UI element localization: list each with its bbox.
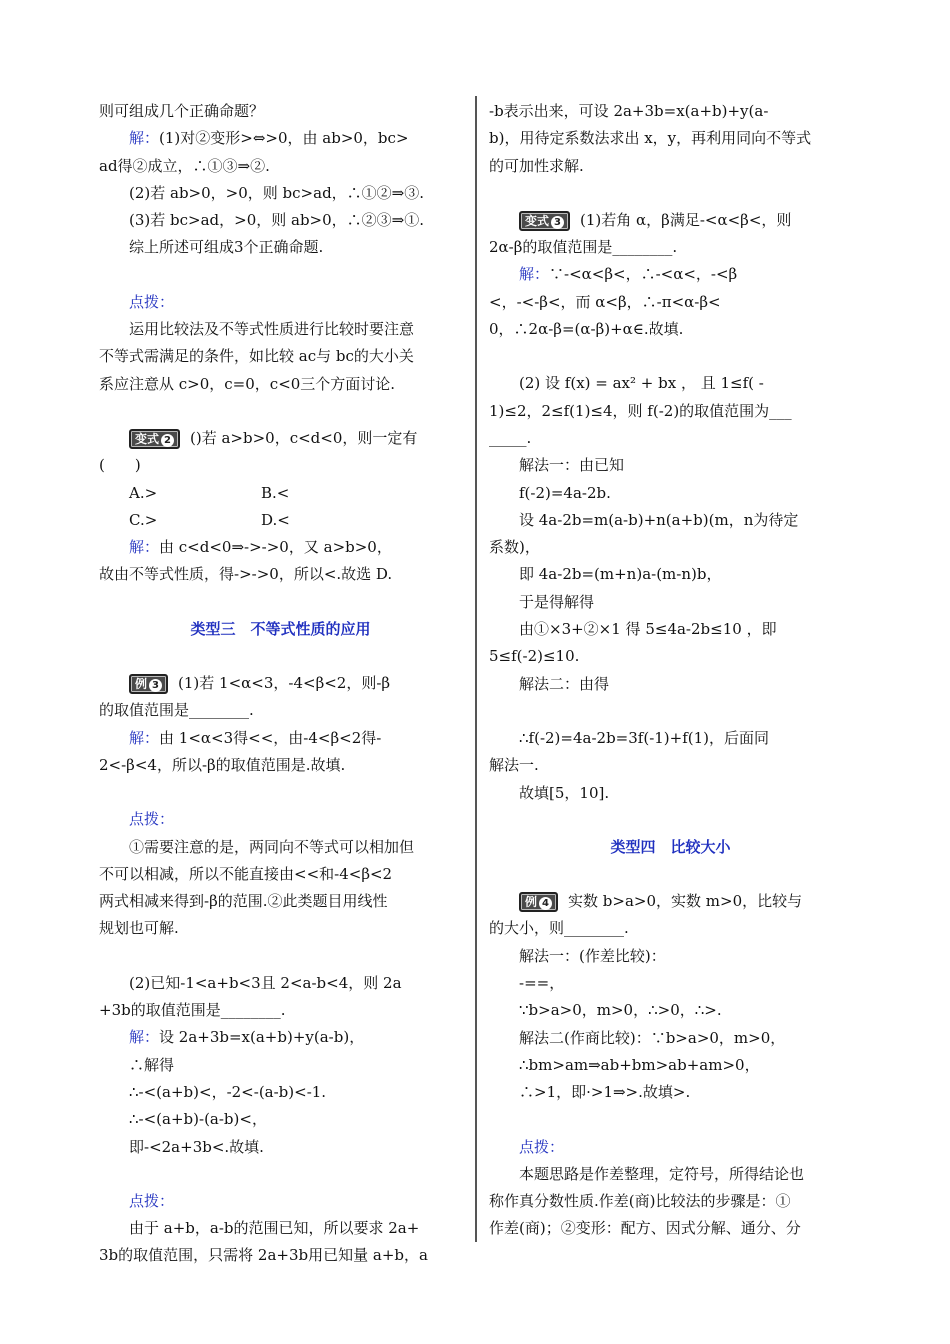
text-line: 称作真分数性质.作差(商)比较法的步骤是：① — [489, 1192, 791, 1211]
text-line: -b表示出来，可设 2a+3b=x(a+b)+y(a- — [489, 102, 769, 120]
text-line: 由①×3+②×1 得 5≤4a-2b≤10 ，即 — [519, 620, 777, 639]
text-line: 的取值范围是________. — [99, 701, 254, 720]
text-span: 实数 b>a>0，实数 m>0，比较与 — [568, 892, 803, 911]
solution-line — [99, 125, 462, 152]
text-span: (1)若 1<α<3，-4<β<2，则-β — [178, 674, 391, 693]
text-line: 5≤f(-2)≤10. — [489, 647, 580, 666]
text-line: 综上所述可组成3个正确命题. — [129, 238, 324, 257]
text-line: 设 4a-2b=m(a-b)+n(a+b)(m，n为待定 — [519, 510, 799, 529]
text-line: 3b的取值范围，只需将 2a+3b用已知量 a+b，a — [99, 1246, 428, 1265]
solution-line — [99, 534, 462, 561]
badge-number: 2 — [161, 434, 174, 447]
text-line: ∴f(-2)=4a-2b=3f(-1)+f(1)，后面同 — [519, 728, 770, 747]
note-title: 点拨： — [129, 810, 175, 829]
text-line: -==， — [519, 974, 565, 993]
note-title: 点拨： — [519, 1137, 565, 1156]
right-column — [489, 98, 852, 1243]
text-span: (1)若角 α，β满足-<α<β<，则 — [580, 210, 792, 229]
text-line: (2)若 ab>0，>0，则 bc>ad，∴①②⇒③. — [129, 183, 425, 202]
text-line: (2)已知-1<a+b<3且 2<a-b<4，则 2a — [129, 973, 402, 992]
option-b: B.< — [261, 483, 290, 502]
badge-label: 例 — [135, 677, 148, 692]
text-line: 系应注意从 c>0，c=0，c<0三个方面讨论. — [99, 374, 396, 393]
example-badge — [129, 674, 168, 694]
text-line: 由于 a+b，a-b的范围已知，所以要求 2a+ — [129, 1219, 420, 1238]
solution-label: 解： — [519, 265, 550, 284]
text-line: ∴bm>am⇒ab+bm>ab+am>0， — [519, 1055, 760, 1074]
text-line: 2<-β<4，所以-β的取值范围是.故填. — [99, 755, 346, 774]
text-line: ①需要注意的是，两同向不等式可以相加但 — [129, 837, 415, 856]
badge-number: 3 — [149, 679, 162, 692]
text-line: <，-<-β<，而 α<β，∴-π<α-β< — [489, 292, 721, 311]
text-line: ∴解得 — [129, 1055, 175, 1074]
badge-number: 3 — [551, 216, 564, 229]
options-row — [99, 480, 462, 507]
solution-label: 解： — [129, 538, 160, 557]
solution-line — [99, 725, 462, 752]
badge-label: 变式 — [525, 213, 550, 228]
example-question — [489, 888, 852, 915]
text-line: ad得②成立，∴①③⇒②. — [99, 156, 270, 175]
text-line: 即 4a-2b=(m+n)a-(m-n)b， — [519, 565, 722, 584]
left-column — [99, 98, 462, 1270]
text-line: 两式相减来得到-β的范围.②此类题目用线性 — [99, 892, 388, 911]
text-line: 作差(商)；②变形：配方、因式分解、通分、分 — [489, 1219, 801, 1238]
text-line: ∴-<(a+b)-(a-b)<， — [129, 1110, 267, 1129]
text-line: 解法二：由得 — [519, 674, 610, 693]
section-heading: 类型四 比较大小 — [610, 837, 731, 856]
option-a: A.> — [129, 483, 158, 502]
text-line: 规划也可解. — [99, 919, 179, 938]
text-line: 系数)， — [489, 538, 540, 557]
text-span: ()若 a>b>0，c<d<0，则一定有 — [190, 428, 418, 447]
variant-question — [99, 425, 462, 452]
text-line: 1)≤2，2≤f(1)≤4，则 f(-2)的取值范围为___ — [489, 401, 792, 420]
text-span: 设 2a+3b=x(a+b)+y(a-b)， — [159, 1028, 365, 1047]
text-line: (2) 设 f(x) = ax² + bx ， 且 1≤f( - — [519, 374, 764, 393]
text-line: 于是得解得 — [519, 592, 595, 611]
badge-label: 例 — [525, 895, 538, 910]
note-title: 点拨： — [129, 1191, 175, 1210]
text-line: (3)若 bc>ad，>0，则 ab>0，∴②③⇒①. — [129, 211, 425, 230]
example-question — [99, 670, 462, 697]
text-line: _____. — [489, 428, 532, 447]
example-badge — [519, 892, 558, 912]
text-line: 即-<2a+3b<.故填. — [129, 1137, 264, 1156]
text-line: 则可组成几个正确命题？ — [99, 102, 265, 120]
text-line: 解法一：由已知 — [519, 456, 625, 475]
variant-question — [489, 207, 852, 234]
text-line: 解法一. — [489, 756, 539, 775]
text-line: 的大小，则________. — [489, 919, 629, 938]
solution-label: 解： — [129, 728, 160, 747]
solution-label: 解： — [129, 129, 160, 148]
text-span: 由 c<d<0⇒->->0，又 a>b>0， — [159, 538, 392, 557]
text-line: b)，用待定系数法求出 x，y，再利用同向不等式 — [489, 129, 812, 148]
text-span: 由 1<α<3得<<，由-4<β<2得- — [159, 728, 382, 747]
solution-line — [99, 1024, 462, 1051]
badge-label: 变式 — [135, 431, 160, 446]
text-line: ∴-<(a+b)<，-2<-(a-b)<-1. — [129, 1082, 327, 1101]
option-d: D.< — [261, 510, 290, 529]
badge-number: 4 — [539, 897, 552, 910]
text-line: ∵b>a>0，m>0，∴>0，∴>. — [519, 1001, 722, 1020]
note-title: 点拨： — [129, 292, 175, 311]
text-line: 不等式需满足的条件，如比较 ac与 bc的大小关 — [99, 347, 414, 366]
solution-line — [489, 261, 852, 288]
text-line: ( ) — [99, 456, 141, 475]
text-line: ∴>1，即·>1⇒>.故填>. — [519, 1083, 691, 1102]
option-c: C.> — [129, 510, 158, 529]
solution-label: 解： — [129, 1028, 160, 1047]
options-row — [99, 507, 462, 534]
text-line: 0，∴2α-β=(α-β)+α∈.故填. — [489, 320, 684, 339]
text-line: 的可加性求解. — [489, 156, 584, 175]
variant-badge — [519, 211, 570, 231]
text-line: f(-2)=4a-2b. — [519, 483, 611, 502]
text-line: 解法一：(作差比较)： — [519, 946, 666, 965]
text-line: 本题思路是作差整理，定符号，所得结论也 — [519, 1164, 805, 1183]
text-span: ∵-<α<β<，∴-<α<，-<β — [549, 265, 738, 284]
text-line: 故由不等式性质，得->->0，所以<.故选 D. — [99, 565, 393, 584]
text-line: 故填[5，10]. — [519, 783, 610, 802]
section-heading: 类型三 不等式性质的应用 — [190, 619, 371, 638]
text-line: 运用比较法及不等式性质进行比较时要注意 — [129, 320, 415, 339]
column-divider — [475, 96, 477, 1242]
text-line: 2α-β的取值范围是________. — [489, 238, 678, 257]
text-line: 不可以相减，所以不能直接由<<和-4<β<2 — [99, 864, 393, 883]
variant-badge — [129, 429, 180, 449]
text-line: 解法二(作商比较)：∵b>a>0，m>0， — [519, 1028, 786, 1047]
text-line: +3b的取值范围是________. — [99, 1001, 286, 1020]
text-span: (1)对②变形>⇔>0，由 ab>0，bc> — [159, 129, 409, 148]
